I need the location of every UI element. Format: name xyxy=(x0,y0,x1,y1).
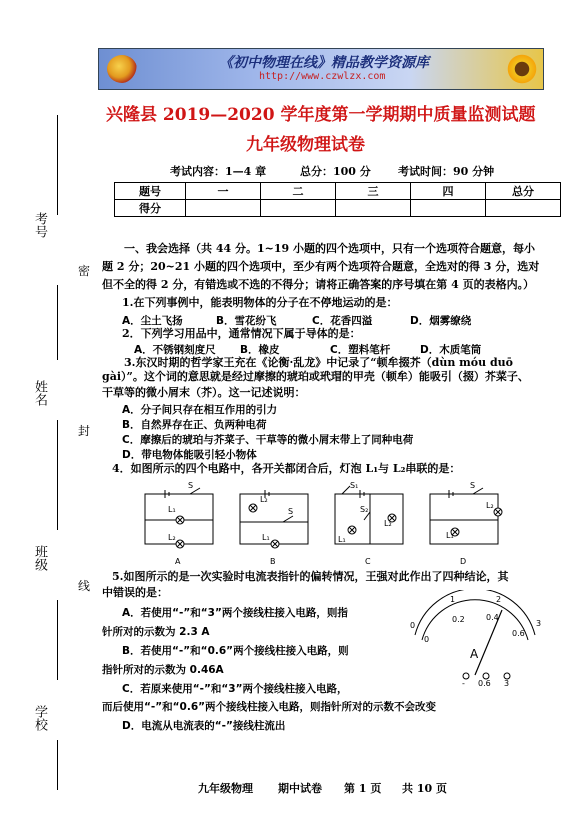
table-row xyxy=(115,200,561,217)
table-cell xyxy=(411,200,486,217)
class-label: 班级 xyxy=(32,545,47,571)
meter-bottom-tick-2: 0.4 xyxy=(486,613,499,622)
q1-option-a: A．尘土飞扬 xyxy=(122,315,183,327)
name-label: 姓名 xyxy=(32,380,47,406)
table-cell: 二 xyxy=(261,183,336,200)
table-cell: 总分 xyxy=(486,183,561,200)
exam-total: 总分：100 分 xyxy=(300,165,371,178)
meter-bottom-tick-1: 0.2 xyxy=(452,615,465,624)
label-s2-c: S₂ xyxy=(360,505,369,514)
circuit-b xyxy=(240,490,308,548)
label-a: A xyxy=(175,557,181,566)
table-cell: 题号 xyxy=(115,183,186,200)
table-row xyxy=(115,183,561,200)
terminal-06-icon xyxy=(483,673,489,679)
exam-number-label: 考号 xyxy=(32,212,47,238)
q3-option-a: A．分子间只存在相互作用的引力 xyxy=(122,404,278,416)
footer-page: 第 1 页 xyxy=(344,782,382,795)
q4-circuit-diagrams xyxy=(140,482,520,572)
site-logo-icon xyxy=(107,55,137,83)
q3-option-d: D．带电物体能吸引轻小物体 xyxy=(122,449,257,461)
circuit-d xyxy=(430,488,502,544)
table-cell: 四 xyxy=(411,183,486,200)
footer-exam: 期中试卷 xyxy=(278,782,322,795)
q3-option-b: B．自然界存在正、负两种电荷 xyxy=(122,419,267,431)
table-cell: 得分 xyxy=(115,200,186,217)
seal-mi: 密 xyxy=(78,264,91,278)
meter-bottom-tick-3: 0.6 xyxy=(512,629,525,638)
q3-stem-2: 干草等的微小屑末（芥）。这一记述说明： xyxy=(102,386,306,399)
terminal-neg-icon xyxy=(463,673,469,679)
seal-feng: 封 xyxy=(78,424,91,438)
meter-unit: A xyxy=(470,647,479,661)
label-l1-b: L₁ xyxy=(262,533,270,542)
meter-terminal-3: 3 xyxy=(504,679,510,688)
q5-option-b: B．若使用“-”和“0.6”两个接线柱接入电路，则 xyxy=(122,645,349,657)
q2-option-c: C．塑料笔杆 xyxy=(330,344,391,356)
label-l1-a: L₁ xyxy=(168,505,176,514)
resource-banner xyxy=(98,48,544,90)
q5-option-c: C．若原来使用“-”和“3”两个接线柱接入电路， xyxy=(122,683,348,695)
q4-stem: 4．如图所示的四个电路中，各开关都闭合后，灯泡 L₁与 L₂串联的是： xyxy=(112,462,461,475)
footer-total: 共 10 页 xyxy=(402,782,447,795)
banner-title: 《初中物理在线》精品教学资源库 xyxy=(219,55,429,71)
q5-stem-2: 中错误的是： xyxy=(102,586,168,599)
meter-top-tick-1: 1 xyxy=(450,595,456,604)
q5-option-b-cont: 指针所对的示数为 0.46A xyxy=(102,664,224,676)
exam-title: 兴隆县 2019—2020 学年度第一学期期中质量监测试题 xyxy=(106,105,536,125)
q1-stem: 1.在下列事例中，能表明物体的分子在不停地运动的是： xyxy=(122,296,398,309)
table-cell: 一 xyxy=(186,183,261,200)
meter-top-tick-3: 3 xyxy=(536,619,542,628)
exam-subtitle: 九年级物理试卷 xyxy=(246,135,365,155)
q2-option-b: B．橡皮 xyxy=(240,344,280,356)
q3-stem: 3.东汉时期的哲学家王充在《论衡·乱龙》中记录了“顿牟掇芥（dùn móu duō gài）”。这个词的意思就是经过摩擦的琥珀或玳瑁的甲壳（顿牟）能吸引（掇）芥菜子、 xyxy=(102,356,529,383)
school-label: 学校 xyxy=(32,705,47,731)
meter-terminal-neg: - xyxy=(462,679,465,688)
label-l1-d: L₁ xyxy=(446,531,454,540)
label-l1-c: L₁ xyxy=(338,535,346,544)
q1-option-b: B．雪花纷飞 xyxy=(216,315,277,327)
table-cell xyxy=(486,200,561,217)
ammeter-diagram xyxy=(400,590,550,690)
label-l2-c: L₂ xyxy=(384,519,392,528)
q1-option-d: D．烟雾缭绕 xyxy=(410,315,472,327)
label-s-b: S xyxy=(288,507,294,516)
table-cell xyxy=(336,200,411,217)
label-l2-a: L₂ xyxy=(168,533,176,542)
q5-option-a-cont: 针所对的示数为 2.3 A xyxy=(102,626,210,638)
exam-time: 考试时间：90 分钟 xyxy=(398,165,495,178)
seal-xian: 线 xyxy=(78,579,91,593)
label-s-d: S xyxy=(470,482,476,490)
meter-top-tick-2: 2 xyxy=(496,595,502,604)
q2-option-a: A．不锈钢刻度尺 xyxy=(134,344,216,356)
meter-top-tick-0: 0 xyxy=(410,621,416,630)
sunflower-icon xyxy=(505,53,539,85)
table-cell: 三 xyxy=(336,183,411,200)
q5-option-c-cont: 而后使用“-”和“0.6”两个接线柱接入电路，则指针所对的示数不会改变 xyxy=(102,701,437,713)
section-instruction-2: 题 2 分；20~21 小题的四个选项中，至少有两个选项符合题意，全选对的得 3 分，选对 xyxy=(102,260,540,273)
q3-option-c: C．摩擦后的琥珀与芥菜子、干草等的微小屑末带上了同种电荷 xyxy=(122,434,414,446)
q5-stem: 5.如图所示的是一次实验时电流表指针的偏转情况，王强对此作出了四种结论，其 xyxy=(112,570,509,583)
q1-option-c: C．花香四溢 xyxy=(312,315,373,327)
label-l2-d: L₂ xyxy=(486,501,494,510)
q2-stem: 2．下列学习用品中，通常情况下属于导体的是： xyxy=(122,327,361,340)
q2-option-d: D．木质笔筒 xyxy=(420,344,482,356)
label-s1-c: S₁ xyxy=(350,482,359,490)
label-d: D xyxy=(460,557,467,566)
section-instruction-3: 但不全的得 2 分，有错选或不选的不得分；请将正确答案的序号填在第 4 页的表格内。） xyxy=(102,278,535,291)
meter-bottom-tick-0: 0 xyxy=(424,635,430,644)
banner-url: http://www.czwlzx.com xyxy=(259,71,386,82)
score-table xyxy=(114,182,561,217)
footer-subject: 九年级物理 xyxy=(198,782,253,795)
exam-content: 考试内容：1—4 章 xyxy=(170,165,267,178)
label-s-a: S xyxy=(188,482,194,490)
circuit-a xyxy=(145,488,213,548)
q5-option-d: D．电流从电流表的“-”接线柱流出 xyxy=(122,720,286,732)
table-cell xyxy=(261,200,336,217)
table-cell xyxy=(186,200,261,217)
label-c: C xyxy=(365,557,371,566)
label-l2-b: L₂ xyxy=(260,495,268,504)
q5-option-a: A．若使用“-”和“3”两个接线柱接入电路，则指 xyxy=(122,607,348,619)
terminal-3-icon xyxy=(504,673,510,679)
section-instruction-1: 一、我会选择（共 44 分。1~19 小题的四个选项中，只有一个选项符合题意，每小 xyxy=(124,242,535,255)
label-b: B xyxy=(270,557,276,566)
meter-terminal-06: 0.6 xyxy=(478,679,491,688)
